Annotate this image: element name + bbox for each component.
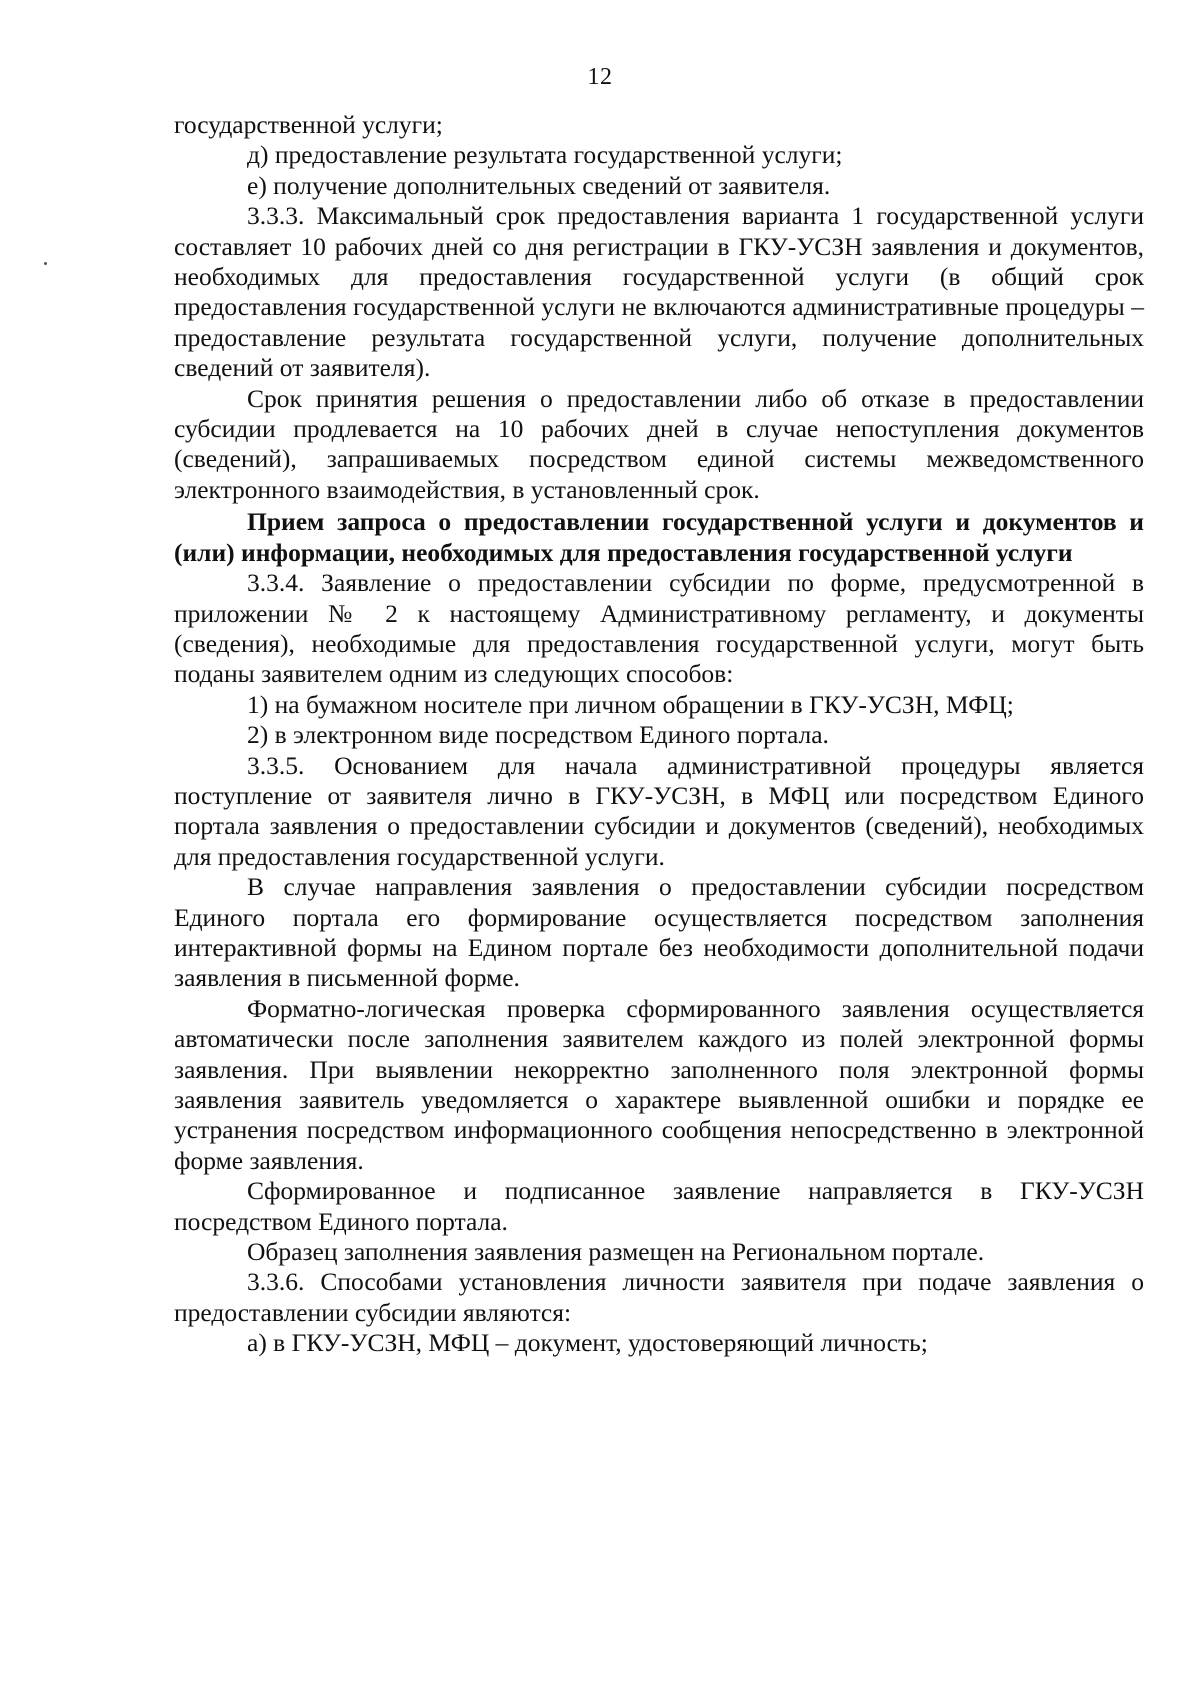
list-item-2: 2) в электронном виде посредством Единого портала. [247, 720, 829, 750]
paragraph-signed-application: Сформированное и подписанное заявление направляется в ГКУ-УСЗН посредством Единого портала. [174, 1176, 1144, 1236]
scan-speck [44, 262, 47, 265]
paragraph-portal-submission: В случае направления заявления о предоставлении субсидии посредством Единого портала его формирование осуществляется посредством заполнения интерактивной формы на Едином портале без необходимости дополнительной подачи заявления в письменной форме. [174, 872, 1144, 993]
paragraph-3-3-6: 3.3.6. Способами установления личности заявителя при подаче заявления о предоставлении субсидии являются: [174, 1267, 1144, 1327]
page-number: 12 [587, 64, 613, 90]
list-item-a: а) в ГКУ-УСЗН, МФЦ – документ, удостоверяющий личность; [247, 1328, 928, 1358]
paragraph-extension: Срок принятия решения о предоставлении либо об отказе в предоставлении субсидии продлевается на 10 рабочих дней в случае непоступления документов (сведений), запрашиваемых посредством единой системы межведомственного электронного взаимодействия, в установленный срок. [174, 383, 1144, 504]
list-item-1: 1) на бумажном носителе при личном обращении в ГКУ-УСЗН, МФЦ; [247, 689, 1014, 719]
section-heading: Прием запроса о предоставлении государственной услуги и документов и (или) информации, необходимых для предоставления государственной услуги [174, 507, 1144, 567]
paragraph-sample: Образец заполнения заявления размещен на Региональном портале. [247, 1237, 985, 1267]
list-item-d: д) предоставление результата государственной услуги; [247, 140, 843, 170]
paragraph-format-check: Форматно-логическая проверка сформированного заявления осуществляется автоматически после заполнения заявителем каждого из полей электронной формы заявления. При выявлении некорректно заполненного поля электронной формы заявления заявитель уведомляется о характере выявленной ошибки и порядке ее устранения посредством информационного сообщения непосредственно в электронной форме заявления. [174, 993, 1144, 1175]
paragraph-3-3-5: 3.3.5. Основанием для начала административной процедуры является поступление от заявителя лично в ГКУ-УСЗН, в МФЦ или посредством Единого портала заявления о предоставлении субсидии и документов (сведений), необходимых для предоставления государственной услуги. [174, 750, 1144, 871]
paragraph-3-3-4: 3.3.4. Заявление о предоставлении субсидии по форме, предусмотренной в приложении № 2 к настоящему Административному регламенту, и документы (сведения), необходимые для предоставления государственной услуги, могут быть поданы заявителем одним из следующих способов: [174, 568, 1144, 689]
document-body [174, 110, 1144, 1359]
paragraph-continuation: государственной услуги; [174, 110, 443, 139]
paragraph-3-3-3: 3.3.3. Максимальный срок предоставления варианта 1 государственной услуги составляет 10 рабочих дней со дня регистрации в ГКУ-УСЗН заявления и документов, необходимых для предоставления государственной услуги (в общий срок предоставления государственной услуги не включаются административные процедуры – предоставление результата государственной услуги, получение дополнительных сведений от заявителя). [174, 201, 1144, 383]
list-item-e: е) получение дополнительных сведений от заявителя. [247, 170, 831, 200]
